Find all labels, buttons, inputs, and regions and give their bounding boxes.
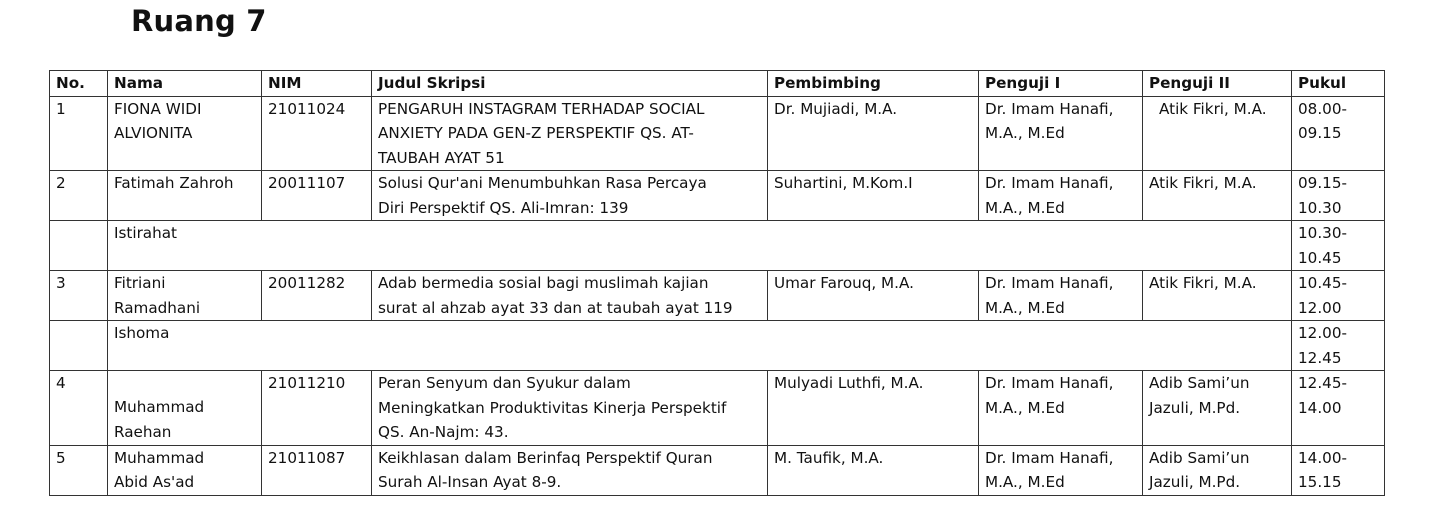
cell-nama: Muhammad Abid As'ad [108, 445, 262, 495]
table-row [50, 171, 1385, 221]
cell-nim: 21011210 [262, 371, 372, 446]
cell-penguji-1: Dr. Imam Hanafi, M.A., M.Ed [979, 371, 1143, 446]
cell-penguji-2: Atik Fikri, M.A. [1143, 171, 1292, 221]
break-label: Istirahat [108, 221, 1292, 271]
cell-no: 2 [50, 171, 108, 221]
header-nim: NIM [262, 71, 372, 97]
cell-no [50, 321, 108, 371]
cell-nama: Fitriani Ramadhani [108, 271, 262, 321]
cell-nim: 20011107 [262, 171, 372, 221]
schedule-table [49, 70, 1385, 496]
cell-pukul: 08.00- 09.15 [1292, 96, 1385, 171]
cell-penguji-2: Adib Sami’un Jazuli, M.Pd. [1143, 371, 1292, 446]
cell-judul: Keikhlasan dalam Berinfaq Perspektif Quran Surah Al-Insan Ayat 8-9. [372, 445, 768, 495]
cell-penguji-1: Dr. Imam Hanafi, M.A., M.Ed [979, 96, 1143, 171]
cell-penguji-2: Atik Fikri, M.A. [1143, 271, 1292, 321]
cell-no: 5 [50, 445, 108, 495]
header-judul: Judul Skripsi [372, 71, 768, 97]
page-title: Ruang 7 [131, 4, 267, 38]
cell-penguji-1: Dr. Imam Hanafi, M.A., M.Ed [979, 445, 1143, 495]
cell-nim: 21011087 [262, 445, 372, 495]
header-pembimbing: Pembimbing [768, 71, 979, 97]
cell-judul: Adab bermedia sosial bagi muslimah kajian surat al ahzab ayat 33 dan at taubah ayat 119 [372, 271, 768, 321]
cell-penguji-2: Atik Fikri, M.A. [1143, 96, 1292, 171]
cell-pembimbing: Umar Farouq, M.A. [768, 271, 979, 321]
cell-pembimbing: M. Taufik, M.A. [768, 445, 979, 495]
cell-judul: Solusi Qur'ani Menumbuhkan Rasa Percaya Diri Perspektif QS. Ali-Imran: 139 [372, 171, 768, 221]
cell-pukul: 12.00- 12.45 [1292, 321, 1385, 371]
cell-no: 4 [50, 371, 108, 446]
break-row [50, 321, 1385, 371]
cell-nim: 21011024 [262, 96, 372, 171]
cell-pukul: 10.45- 12.00 [1292, 271, 1385, 321]
break-row [50, 221, 1385, 271]
table-row [50, 96, 1385, 171]
table-row [50, 371, 1385, 446]
header-row [50, 71, 1385, 97]
cell-pukul: 10.30- 10.45 [1292, 221, 1385, 271]
cell-judul: Peran Senyum dan Syukur dalam Meningkatkan Produktivitas Kinerja Perspektif QS. An-Najm: 43. [372, 371, 768, 446]
cell-nama: Fatimah Zahroh [108, 171, 262, 221]
cell-penguji-2: Adib Sami’un Jazuli, M.Pd. [1143, 445, 1292, 495]
header-pukul: Pukul [1292, 71, 1385, 97]
header-nama: Nama [108, 71, 262, 97]
cell-nama: FIONA WIDI ALVIONITA [108, 96, 262, 171]
header-no: No. [50, 71, 108, 97]
cell-nama: Muhammad Raehan [108, 371, 262, 446]
table-row [50, 271, 1385, 321]
cell-no: 3 [50, 271, 108, 321]
header-penguji-1: Penguji I [979, 71, 1143, 97]
cell-pembimbing: Suhartini, M.Kom.I [768, 171, 979, 221]
cell-judul: PENGARUH INSTAGRAM TERHADAP SOCIAL ANXIETY PADA GEN-Z PERSPEKTIF QS. AT- TAUBAH AYAT 51 [372, 96, 768, 171]
cell-nim: 20011282 [262, 271, 372, 321]
cell-penguji-1: Dr. Imam Hanafi, M.A., M.Ed [979, 171, 1143, 221]
cell-pembimbing: Dr. Mujiadi, M.A. [768, 96, 979, 171]
cell-pembimbing: Mulyadi Luthfi, M.A. [768, 371, 979, 446]
cell-pukul: 09.15- 10.30 [1292, 171, 1385, 221]
table-row [50, 445, 1385, 495]
cell-penguji-1: Dr. Imam Hanafi, M.A., M.Ed [979, 271, 1143, 321]
header-penguji-2: Penguji II [1143, 71, 1292, 97]
cell-pukul: 12.45- 14.00 [1292, 371, 1385, 446]
cell-no: 1 [50, 96, 108, 171]
cell-no [50, 221, 108, 271]
cell-pukul: 14.00- 15.15 [1292, 445, 1385, 495]
break-label: Ishoma [108, 321, 1292, 371]
